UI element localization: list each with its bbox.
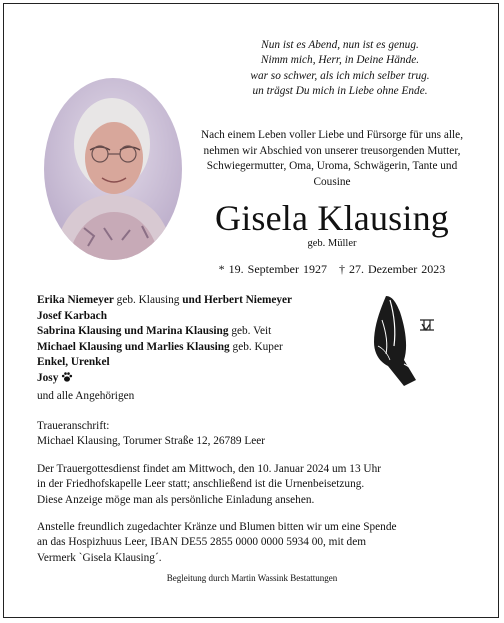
address-label: Traueranschrift: xyxy=(37,420,110,432)
mourner-name: Sabrina Klausing und Marina Klausing xyxy=(37,325,229,338)
request-line: Anstelle freundlich zugedachter Kränze und Blumen bitten wir um eine Spende xyxy=(37,521,397,533)
request-line: Vermerk `Gisela Klausing´. xyxy=(37,551,162,564)
maiden-name: geb. Müller xyxy=(307,238,357,249)
mourner-note: und alle Angehörigen xyxy=(37,389,135,402)
mourner-name: und Herbert Niemeyer xyxy=(182,294,293,306)
life-dates xyxy=(196,262,468,277)
mourner-name: Enkel, Urenkel xyxy=(37,356,110,369)
mourner-name: Erika Niemeyer xyxy=(37,294,114,306)
service-line: Der Trauergottesdienst findet am Mittwoch, den 10. Januar 2024 um 13 Uhr xyxy=(37,463,381,475)
deceased-name: Gisela Klausing xyxy=(215,198,449,238)
mourner-name: Josef Karbach xyxy=(37,309,107,322)
mourner-note: geb. Veit xyxy=(228,325,272,338)
mourner-name: Josy xyxy=(37,371,59,384)
death-date: † 27. Dezember 2023 xyxy=(339,262,446,276)
paw-icon xyxy=(61,371,73,389)
poem-line: Nun ist es Abend, nun ist es genug. xyxy=(261,39,419,51)
service-line: in der Friedhofskapelle Leer statt; anschließend ist die Urnenbeisetzung. xyxy=(37,478,365,491)
donation-request xyxy=(37,520,477,566)
poem xyxy=(212,38,468,100)
mourner-note: geb. Klausing xyxy=(113,294,183,306)
mourners-list xyxy=(37,293,357,404)
address-block xyxy=(37,419,477,450)
request-line: an das Hospizhuus Leer, IBAN DE55 2855 0000 0000 5934 00, mit dem xyxy=(37,536,366,549)
intro-text: Nach einem Leben voller Liebe und Fürsorge für uns alle, nehmen wir Abschied von unserer treusorgenden Mutter, Schwiegermutter, Oma, Uroma, Schwägerin, Tante und Cousine xyxy=(200,129,464,188)
service-line: Diese Anzeige möge man als persönliche Einladung ansehen. xyxy=(37,493,315,506)
birth-date: * 19. September 1927 xyxy=(218,262,327,276)
mourner-name: Michael Klausing und Marlies Klausing xyxy=(37,340,230,353)
poem-line: Nimm mich, Herr, in Deine Hände. xyxy=(260,54,420,67)
portrait-photo xyxy=(44,78,182,260)
praying-hands-icon xyxy=(360,290,440,390)
poem-line: un trägst Du mich in Liebe ohne Ende. xyxy=(252,85,428,98)
mourner-note: geb. Kuper xyxy=(229,340,283,353)
poem-line: war so schwer, als ich mich selber trug. xyxy=(250,69,430,82)
service-info xyxy=(37,462,477,508)
address: Michael Klausing, Torumer Straße 12, 26789 Leer xyxy=(37,435,266,448)
undertaker-credit: Begleitung durch Martin Wassink Bestattungen xyxy=(166,573,338,583)
